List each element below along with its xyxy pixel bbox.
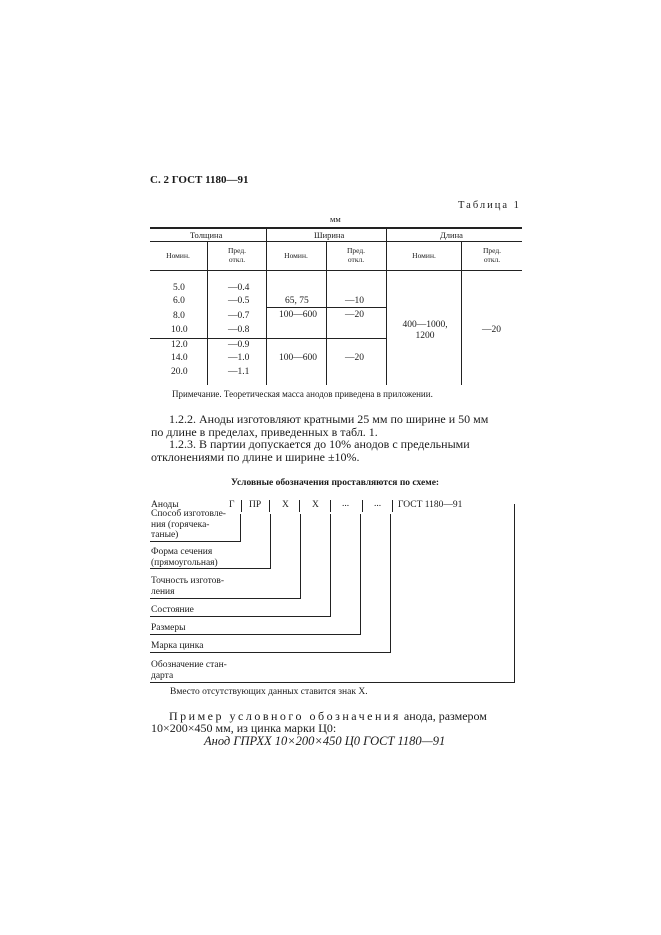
scheme-label: Обозначение стан- дарта — [151, 660, 227, 681]
th-thickness: Толщина — [190, 230, 223, 240]
scheme-title: Условные обозначения проставляются по схеме: — [231, 478, 440, 488]
page-header: С. 2 ГОСТ 1180—91 — [150, 174, 249, 186]
table-unit: мм — [330, 214, 341, 224]
scheme-label: Форма сечения (прямоугольная) — [151, 547, 218, 568]
scheme-code: ПР — [249, 500, 262, 510]
scheme-code: ... — [342, 499, 350, 509]
table-cell: —10 — [345, 296, 364, 306]
sub-length-dev: Пред. откл. — [482, 246, 502, 264]
paragraph-1-2-2-line2: по длине в пределах, приведенных в табл. 1. — [151, 425, 378, 439]
th-length: Длина — [440, 230, 463, 240]
table-cell: —20 — [345, 310, 364, 320]
scheme-code: Г — [229, 500, 235, 510]
table-cell: 8.0 — [173, 311, 185, 321]
table-cell: 400—1000, 1200 — [402, 320, 448, 341]
table-cell: —0.8 — [228, 325, 250, 335]
table-label: Таблица 1 — [458, 200, 521, 211]
table-cell: —0.4 — [228, 283, 250, 293]
table-cell: —20 — [482, 325, 501, 335]
table-cell: 20.0 — [171, 367, 188, 377]
scheme-code: Х — [312, 500, 319, 510]
scheme-label: Марка цинка — [151, 641, 204, 651]
scheme-code: Х — [282, 500, 289, 510]
example-heading: Пример условного обозначения — [169, 709, 401, 723]
paragraph-1-2-3-line1: 1.2.3. В партии допускается до 10% анодов с предельными — [169, 437, 470, 451]
paragraph-1-2-2-line1: 1.2.2. Аноды изготовляют кратными 25 мм по ширине и 50 мм — [169, 412, 489, 426]
scheme-label: Аноды — [151, 500, 179, 510]
table-cell: —1.0 — [228, 353, 250, 363]
absent-data-note: Вместо отсутствующих данных ставится знак Х. — [170, 687, 368, 697]
table-cell: 100—600 — [279, 310, 317, 320]
table-cell: 12.0 — [171, 340, 188, 350]
paragraph-1-2-3-line2: отклонениями по длине и ширине ±10%. — [151, 450, 360, 464]
example-heading-rest: анода, размером — [400, 709, 487, 723]
table-cell: —1.1 — [228, 367, 250, 377]
example-designation: Анод ГПРХХ 10×200×450 Ц0 ГОСТ 1180—91 — [204, 734, 446, 748]
example-line2: 10×200×450 мм, из цинка марки Ц0: — [151, 721, 337, 735]
table-cell: 6.0 — [173, 296, 185, 306]
sub-width-nom: Номин. — [284, 251, 308, 260]
table-cell: —20 — [345, 353, 364, 363]
sub-length-nom: Номин. — [412, 251, 436, 260]
table-cell: 100—600 — [279, 353, 317, 363]
scheme-label: Размеры — [151, 623, 186, 633]
table-note: Примечание. Теоретическая масса анодов приведена в приложении. — [172, 389, 433, 399]
sub-thickness-dev: Пред. откл. — [227, 246, 247, 264]
scheme-label: Способ изготовле- ния (горячека- таные) — [151, 509, 226, 540]
scheme-code: ГОСТ 1180—91 — [398, 500, 463, 510]
th-width: Ширина — [314, 230, 345, 240]
sub-thickness-nom: Номин. — [166, 251, 190, 260]
sub-width-dev: Пред. откл. — [346, 246, 366, 264]
scheme-label: Состояние — [151, 605, 194, 615]
table-cell: —0.7 — [228, 311, 250, 321]
table-cell: —0.5 — [228, 296, 250, 306]
table-cell: —0.9 — [228, 340, 250, 350]
table-cell: 65, 75 — [285, 296, 309, 306]
table-cell: 10.0 — [171, 325, 188, 335]
table-cell: 14.0 — [171, 353, 188, 363]
table-cell: 5.0 — [173, 283, 185, 293]
scheme-label: Точность изготов- ления — [151, 576, 225, 597]
scheme-code: ... — [374, 499, 382, 509]
